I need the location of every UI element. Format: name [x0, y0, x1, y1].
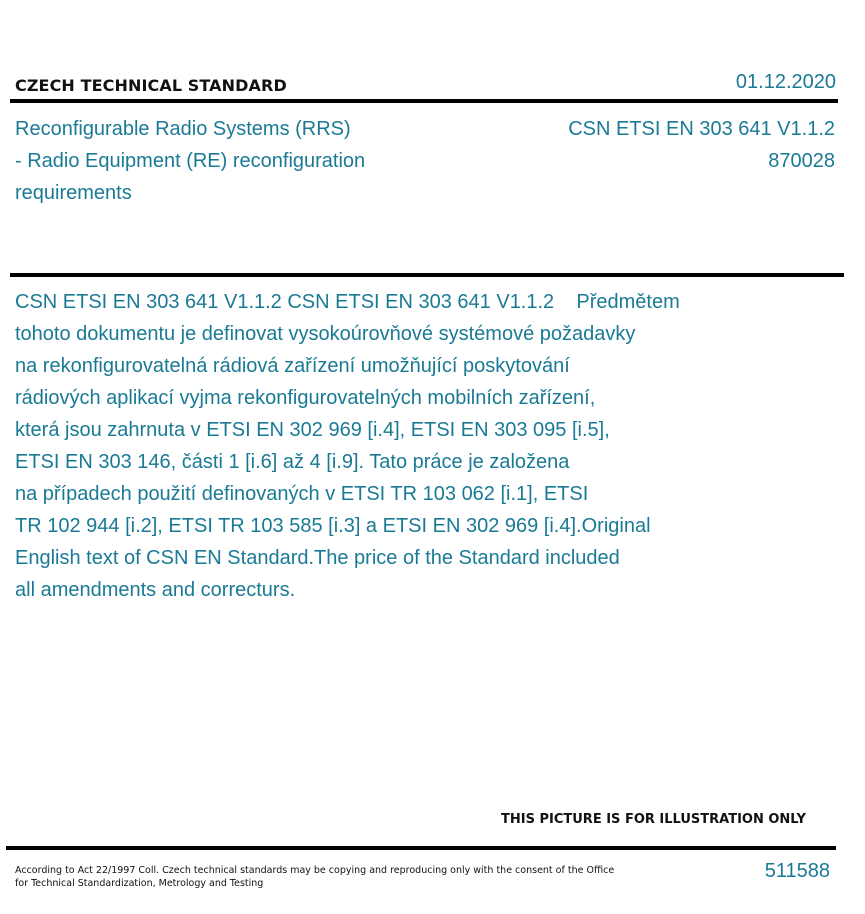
abstract-line: na případech použití definovaných v ETSI TR 103 062 [i.1], ETSI: [15, 483, 589, 505]
title-line: requirements: [15, 182, 132, 204]
abstract-line: ETSI EN 303 146, části 1 [i.6] až 4 [i.9]. Tato práce je založena: [15, 451, 570, 473]
abstract-line: na rekonfigurovatelná rádiová zařízení umožňující poskytování: [15, 355, 570, 377]
legal-notice-line: According to Act 22/1997 Coll. Czech technical standards may be copying and reproducing only with the consent of the Office: [15, 865, 615, 876]
illustration-disclaimer: THIS PICTURE IS FOR ILLUSTRATION ONLY: [501, 812, 806, 827]
catalog-number: 870028: [768, 150, 835, 172]
abstract-line: rádiových aplikací vyjma rekonfigurovatelných mobilních zařízení,: [15, 387, 596, 409]
header-divider: [10, 99, 838, 103]
abstract-text: [15, 286, 755, 606]
abstract-line: tohoto dokumentu je definovat vysokoúrovňové systémové požadavky: [15, 323, 636, 345]
publication-date: 01.12.2020: [735, 71, 836, 93]
abstract-line: English text of CSN EN Standard.The price of the Standard included: [15, 547, 620, 569]
standard-type-label: CZECH TECHNICAL STANDARD: [15, 76, 287, 95]
legal-notice-line: for Technical Standardization, Metrology and Testing: [15, 878, 264, 889]
abstract-line: all amendments and correcturs.: [15, 579, 296, 601]
abstract-line: která jsou zahrnuta v ETSI EN 302 969 [i.4], ETSI EN 303 095 [i.5],: [15, 419, 610, 441]
abstract-line: CSN ETSI EN 303 641 V1.1.2 CSN ETSI EN 303 641 V1.1.2 Předmětem: [15, 291, 680, 313]
standard-identifiers: [568, 113, 835, 177]
standard-number: CSN ETSI EN 303 641 V1.1.2: [568, 118, 835, 140]
section-divider: [10, 273, 844, 277]
title-line: - Radio Equipment (RE) reconfiguration: [15, 150, 366, 172]
document-title: [15, 113, 415, 209]
footer-divider: [6, 846, 836, 850]
abstract-line: TR 102 944 [i.2], ETSI TR 103 585 [i.3] a ETSI EN 302 969 [i.4].Original: [15, 515, 651, 537]
title-line: Reconfigurable Radio Systems (RRS): [15, 118, 351, 140]
document-id: 511588: [764, 860, 830, 882]
legal-notice: [15, 864, 615, 890]
